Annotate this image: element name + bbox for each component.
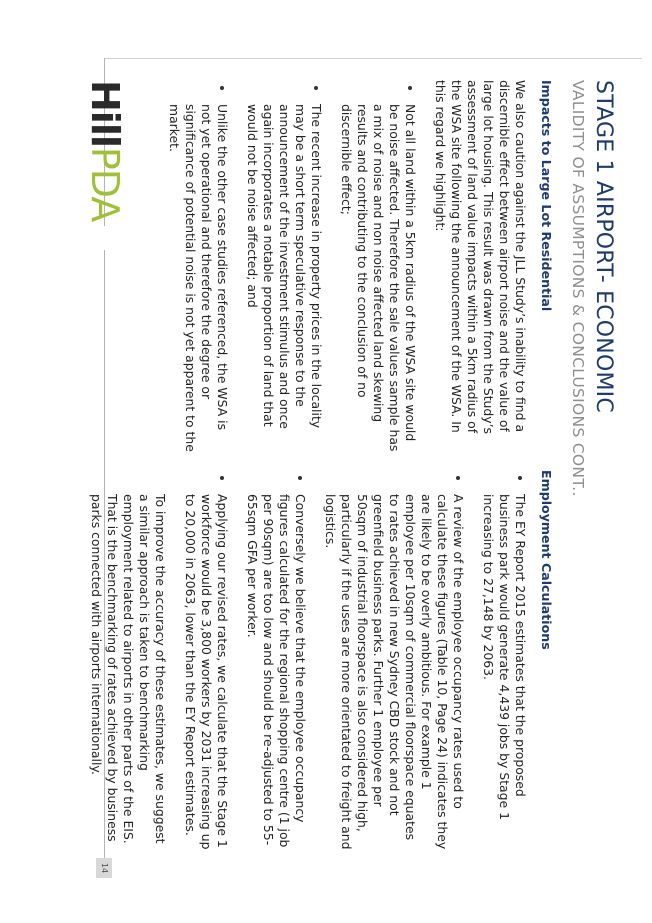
section-heading-impacts: Impacts to Large Lot Residential	[539, 80, 554, 312]
list-item: The EY Report 2015 estimates that the proposed business park would generate 4,439 jobs by Stage 1 increasing to 27,148 by 2063.	[480, 470, 528, 850]
hillpda-logo	[83, 80, 127, 248]
bullet-icon	[220, 86, 224, 90]
section-heading-employment: Employment Calculations	[539, 470, 554, 650]
list-item: A review of the employee occupancy rates used to calculate these figures (Table 10, Page 24) indicates they are likely to be overly ambitious. For example 1 employee per 10sqm of commercial floorspace equates to rates achieved in new Sydney CBD stock and not greenfield business parks. Further 1 employee per 50sqm of industrial floorspace is also considered high, particularly if the uses are more orientated to freight and logistics.	[322, 470, 466, 850]
bullet-icon	[456, 476, 460, 480]
employment-list	[182, 470, 528, 850]
page-title: STAGE 1 AIRPORT- ECONOMIC	[591, 80, 616, 413]
bullet-icon	[298, 476, 302, 480]
list-item: Not all land within a 5km radius of the WSA site would be noise affected. Therefore the sale values sample has a mix of noise and non noise affected land skewing results and contributing to the conclusion of no discernible effect;	[338, 80, 418, 452]
bullet-icon	[408, 86, 412, 90]
right-column	[74, 470, 554, 850]
closing-paragraph: To improve the accuracy of these estimates, we suggest a similar approach is taken to benchmarking employment related to airports in other parts of the EIS. That is the benchmarking of rates achieved by business parks connected with airports internationally.	[89, 494, 168, 844]
logo-hill-text: Hill	[83, 80, 127, 147]
list-item: Unlike the other case studies referenced, the WSA is not yet operational and therefore the degree or significance of potential noise is not yet apparent to the market.	[166, 80, 230, 452]
left-column	[166, 80, 554, 452]
list-item: Applying our revised rates, we calculate that the Stage 1 workforce would be 3,800 workers by 2031 increasing up to 20,000 in 2063, lower than the EY Report estimates.	[182, 470, 230, 850]
footer-rule	[104, 250, 105, 874]
bullet-icon	[518, 476, 522, 480]
bullet-icon	[220, 476, 224, 480]
page-subtitle: VALIDITY OF ASSUMPTIONS & CONCLUSIONS CONT..	[569, 80, 587, 497]
bullet-icon	[314, 86, 318, 90]
intro-paragraph: We also caution against the JLL Study’s inability to find a discernible effect between airport noise and the value of large lot housing. This result was drawn from the Study’s assessment of land value impacts within a 5km radius of the WSA site following the announcement of the WSA. In this regard we highlight:	[433, 80, 528, 435]
margin-rule	[105, 58, 642, 59]
logo-pda-text: PDA	[83, 146, 127, 222]
page-number: 14	[96, 858, 112, 878]
list-item: Conversely we believe that the employee occupancy figures calculated for the regional shopping centre (1 job per 90sqm) are too low and should be re-adjusted to 55-65sqm GFA per worker.	[244, 470, 308, 850]
impacts-list	[166, 80, 418, 452]
list-item: The recent increase in property prices in the locality may be a short term speculative response to the announcement of the investment stimulus and once again incorporates a notable proportion of land that would not be noise affected; and	[244, 80, 324, 452]
